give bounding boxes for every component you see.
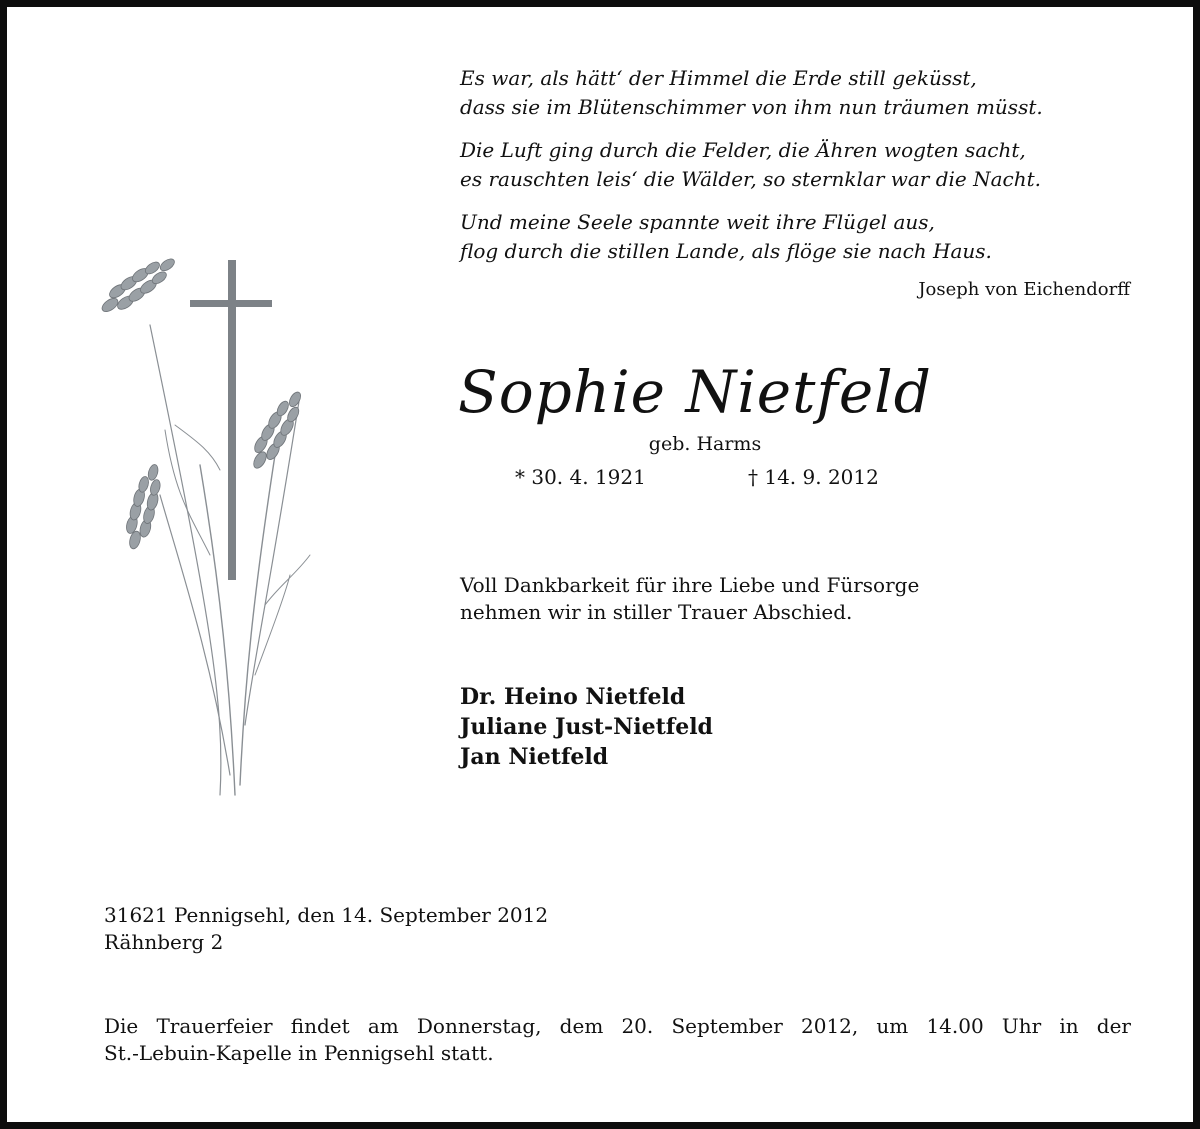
mourners-list	[460, 682, 713, 772]
gratitude-line: Voll Dankbarkeit für ihre Liebe und Fürsorge	[460, 573, 920, 597]
poem-line: Und meine Seele spannte weit ihre Flügel aus,	[460, 210, 935, 234]
poem-stanza	[460, 64, 1140, 122]
poem-author: Joseph von Eichendorff	[918, 279, 1130, 300]
street-address: Rähnberg 2	[104, 930, 224, 954]
service-line: St.-Lebuin-Kapelle in Pennigsehl statt.	[104, 1041, 494, 1065]
poem	[460, 64, 1140, 280]
poem-line: Die Luft ging durch die Felder, die Ähren wogten sacht,	[460, 138, 1026, 162]
poem-stanza	[460, 208, 1140, 266]
death-date: † 14. 9. 2012	[748, 465, 879, 489]
maiden-name: geb. Harms	[648, 433, 762, 455]
poem-line: Es war, als hätt‘ der Himmel die Erde still geküsst,	[460, 66, 977, 90]
birth-date: * 30. 4. 1921	[515, 465, 646, 489]
poem-line: dass sie im Blütenschimmer von ihm nun träumen müsst.	[460, 95, 1043, 119]
funeral-service-notice	[104, 1013, 1131, 1067]
poem-line: flog durch die stillen Lande, als flöge sie nach Haus.	[460, 239, 992, 263]
deceased-name: Sophie Nietfeld	[458, 358, 932, 426]
mourner-name: Dr. Heino Nietfeld	[460, 684, 686, 710]
gratitude-text	[460, 572, 919, 626]
poem-line: es rauschten leis‘ die Wälder, so sternklar war die Nacht.	[460, 167, 1041, 191]
place-date: 31621 Pennigsehl, den 14. September 2012	[104, 903, 549, 927]
gratitude-line: nehmen wir in stiller Trauer Abschied.	[460, 600, 853, 624]
cross-with-wheat-icon	[70, 255, 340, 800]
address-block	[104, 902, 548, 956]
mourner-name: Juliane Just-Nietfeld	[460, 714, 713, 740]
service-line: Die Trauerfeier findet am Donnerstag, dem 20. September 2012, um 14.00 Uhr in der	[104, 1014, 1131, 1038]
mourner-name: Jan Nietfeld	[460, 744, 609, 770]
poem-stanza	[460, 136, 1140, 194]
